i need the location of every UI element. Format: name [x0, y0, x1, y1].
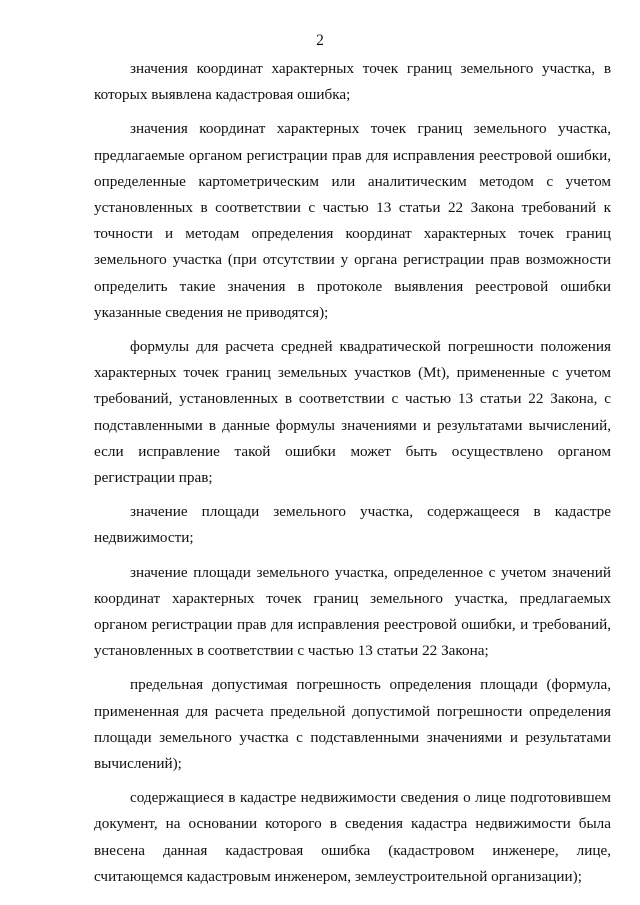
document-body	[94, 56, 611, 898]
page-number: 2	[316, 32, 324, 49]
paragraph-boundary-coordinates-error: значения координат характерных точек границ земельного участка, в которых выявлена кадастровая ошибка;	[94, 60, 611, 104]
paragraph-error-formulas: формулы для расчета средней квадратической погрешности положения характерных точек границ земельных участков (Mt), примененные с учетом требований, установленных в соответствии с частью 13 статьи 22 Закона, с подставленными в данные формулы значениями и результатами вычислений, если исправление такой ошибки может быть осуществлено органом регистрации прав;	[94, 338, 611, 487]
paragraph-corrected-area: значение площади земельного участка, определенное с учетом значений координат характерных точек границ земельного участка, предлагаемых органом регистрации прав для исправления реестровой ошибки, и требований, установленных в соответствии с частью 13 статьи 22 Закона;	[94, 563, 611, 660]
paragraph-proposed-coordinates: значения координат характерных точек границ земельного участка, предлагаемые органом регистрации прав для исправления реестровой ошибки, определенные картометрическим или аналитическим методом с учетом установленных в соответствии с частью 13 статьи 22 Закона требований к точности и методам определения координат характерных точек границ земельного участка (при отсутствии у органа регистрации прав возможности определить такие значения в протоколе выявления реестровой ошибки указанные сведения не приводятся);	[94, 120, 611, 321]
paragraph-cadastre-area: значение площади земельного участка, содержащееся в кадастре недвижимости;	[94, 503, 611, 547]
paragraph-area-tolerance: предельная допустимая погрешность определения площади (формула, примененная для расчета предельной допустимой погрешности определения площади земельного участка с подставленными значениями и результатами вычислений);	[94, 676, 611, 773]
paragraph-document-preparer: содержащиеся в кадастре недвижимости сведения о лице подготовившем документ, на основании которого в сведения кадастра недвижимости была внесена данная кадастровая ошибка (кадастровом инженере, лице, считающемся кадастровым инженером, землеустроительной организации);	[94, 789, 611, 885]
